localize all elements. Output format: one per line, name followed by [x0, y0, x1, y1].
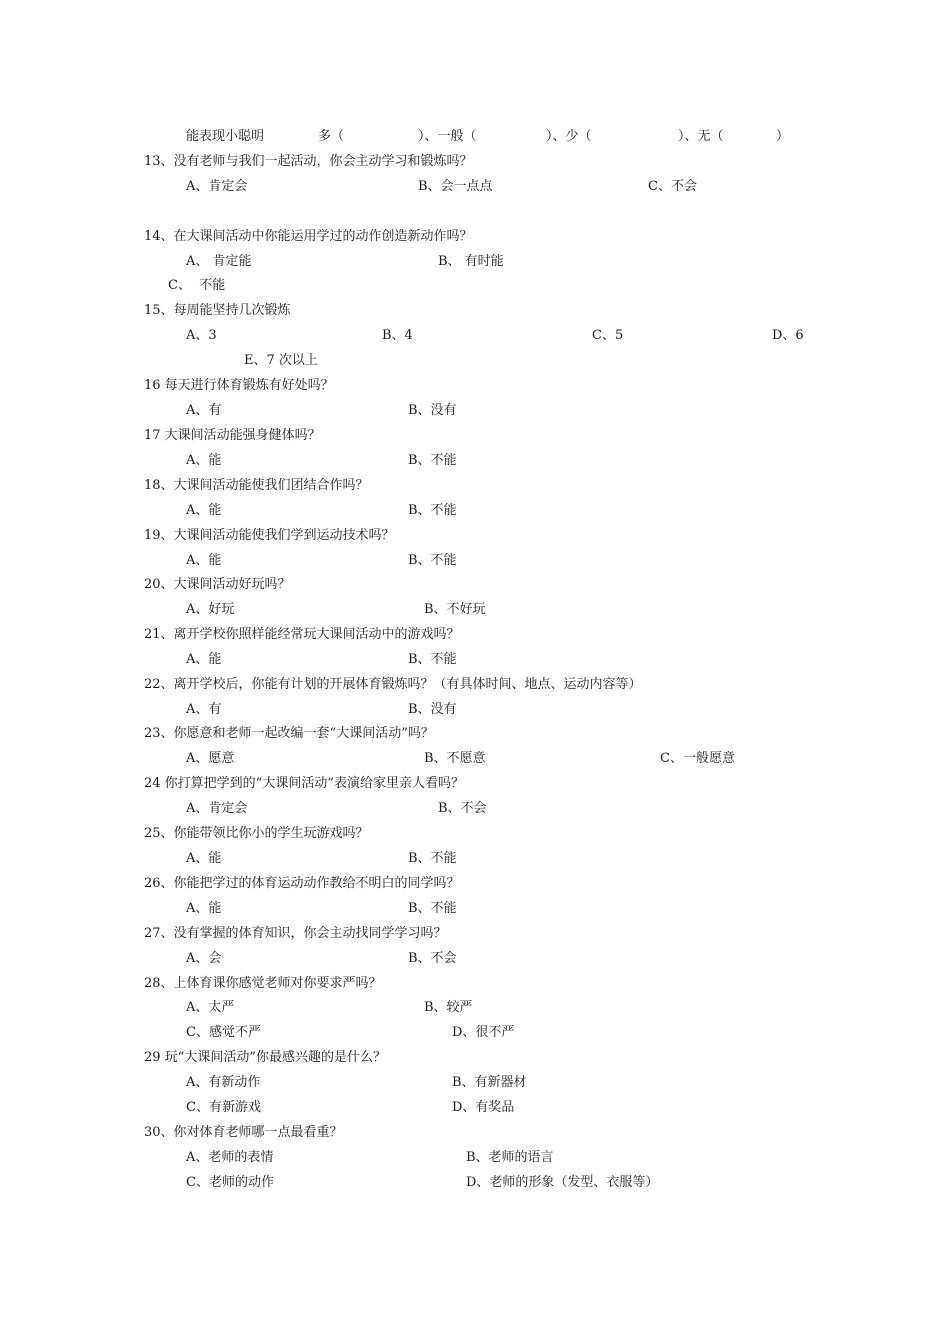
- option-text: A、有: [186, 403, 222, 418]
- option-text: A、会: [186, 951, 222, 966]
- question-line: [0, 152, 950, 172]
- answer-options-line: [0, 600, 950, 620]
- option-text: A、老师的表情: [186, 1150, 274, 1165]
- option-text: B、老师的语言: [466, 1150, 554, 1165]
- question-text: 17 大课间活动能强身健体吗？: [144, 428, 321, 443]
- option-text: C、不会: [648, 179, 697, 194]
- question-line: [0, 774, 950, 794]
- option-text: B、不能: [408, 553, 457, 568]
- option-text: A、肯定会: [186, 179, 248, 194]
- answer-options-line: [0, 351, 950, 371]
- question-line: [0, 874, 950, 894]
- option-text: B、没有: [408, 403, 457, 418]
- question-line: [0, 476, 950, 496]
- question-text: 15、每周能坚持几次锻炼: [144, 303, 291, 318]
- question-text: 20、大课间活动好玩吗？: [144, 577, 291, 592]
- answer-options-line: [0, 127, 950, 147]
- question-text: 28、上体育课你感觉老师对你要求严吗？: [144, 976, 382, 991]
- option-text: B、不能: [408, 851, 457, 866]
- answer-options-line: [0, 451, 950, 471]
- option-text: A、能: [186, 503, 222, 518]
- option-text: ）、一般（: [418, 129, 477, 144]
- option-text: B、不能: [408, 453, 457, 468]
- question-line: [0, 824, 950, 844]
- option-text: A、肯定会: [186, 801, 248, 816]
- question-line: [0, 301, 950, 321]
- option-text: D、很不严: [452, 1025, 515, 1040]
- option-text: A、能: [186, 901, 222, 916]
- option-text: B、会一点点: [418, 179, 493, 194]
- question-line: [0, 724, 950, 744]
- option-text: B、不好玩: [424, 602, 486, 617]
- answer-options-line: [0, 749, 950, 769]
- answer-options-line: [0, 650, 950, 670]
- answer-options-line: [0, 1073, 950, 1093]
- question-line: [0, 1048, 950, 1068]
- option-text: C、有新游戏: [186, 1100, 261, 1115]
- answer-options-line: [0, 799, 950, 819]
- answer-options-line: [0, 899, 950, 919]
- answer-options-line: [0, 501, 950, 521]
- option-text: A、能: [186, 453, 222, 468]
- option-text: B、不能: [408, 901, 457, 916]
- answer-options-line: [0, 326, 950, 346]
- option-text: A、能: [186, 553, 222, 568]
- option-text: C、 不能: [168, 278, 226, 293]
- answer-options-line: [0, 551, 950, 571]
- question-text: 27、没有掌握的体育知识，你会主动找同学学习吗？: [144, 926, 447, 941]
- option-text: B、较严: [424, 1000, 473, 1015]
- option-text: C、一般愿意: [660, 751, 735, 766]
- question-text: 26、你能把学过的体育运动动作教给不明白的同学吗？: [144, 876, 460, 891]
- question-text: 13、没有老师与我们一起活动，你会主动学习和锻炼吗？: [144, 154, 473, 169]
- option-text: B、不愿意: [424, 751, 486, 766]
- answer-options-line: [0, 949, 950, 969]
- option-text: ）: [776, 129, 790, 144]
- question-line: [0, 426, 950, 446]
- answer-options-line: [0, 700, 950, 720]
- option-text: A、能: [186, 652, 222, 667]
- option-text: B、 有时能: [438, 254, 504, 269]
- question-line: [0, 526, 950, 546]
- question-line: [0, 924, 950, 944]
- answer-options-line: [0, 1098, 950, 1118]
- option-text: D、有奖品: [452, 1100, 515, 1115]
- option-text: A、好玩: [186, 602, 235, 617]
- option-text: C、老师的动作: [186, 1175, 274, 1190]
- answer-options-line: [0, 1173, 950, 1193]
- option-text: ）、少（: [546, 129, 592, 144]
- answer-options-line: [0, 1023, 950, 1043]
- question-line: [0, 227, 950, 247]
- question-line: [0, 1123, 950, 1143]
- option-text: B、4: [382, 328, 413, 343]
- answer-options-line: [0, 177, 950, 197]
- question-line: [0, 675, 950, 695]
- option-text: A、愿意: [186, 751, 235, 766]
- option-text: B、不能: [408, 652, 457, 667]
- option-text: C、5: [592, 328, 624, 343]
- option-text: B、不能: [408, 503, 457, 518]
- question-line: [0, 974, 950, 994]
- question-text: 18、大课间活动能使我们团结合作吗？: [144, 478, 369, 493]
- answer-options-line: [0, 276, 950, 296]
- question-text: 16 每天进行体育锻炼有好处吗？: [144, 378, 334, 393]
- question-text: 19、大课间活动能使我们学到运动技术吗？: [144, 528, 395, 543]
- option-text: A、有: [186, 702, 222, 717]
- question-text: 29 玩“大课间活动”你最感兴趣的是什么？: [144, 1050, 386, 1065]
- option-text: A、有新动作: [186, 1075, 261, 1090]
- question-text: 21、离开学校你照样能经常玩大课间活动中的游戏吗？: [144, 627, 460, 642]
- option-text: ）、无（: [678, 129, 724, 144]
- answer-options-line: [0, 849, 950, 869]
- option-text: E、7 次以上: [244, 353, 318, 368]
- option-text: B、没有: [408, 702, 457, 717]
- option-text: 能表现小聪明: [186, 129, 265, 144]
- option-text: B、不会: [438, 801, 487, 816]
- question-line: [0, 625, 950, 645]
- option-text: 多（: [318, 129, 345, 144]
- question-line: [0, 376, 950, 396]
- option-text: C、感觉不严: [186, 1025, 261, 1040]
- option-text: A、太严: [186, 1000, 235, 1015]
- question-text: 24 你打算把学到的“大课间活动”表演给家里亲人看吗？: [144, 776, 464, 791]
- question-text: 23、你愿意和老师一起改编一套“大课间活动”吗？: [144, 726, 434, 741]
- option-text: D、6: [772, 328, 804, 343]
- question-line: [0, 575, 950, 595]
- question-text: 14、在大课间活动中你能运用学过的动作创造新动作吗？: [144, 229, 473, 244]
- question-text: 22、离开学校后，你能有计划的开展体育锻炼吗？（有具体时间、地点、运动内容等）: [144, 677, 642, 692]
- option-text: B、有新器材: [452, 1075, 527, 1090]
- option-text: D、老师的形象（发型、衣服等）: [466, 1175, 659, 1190]
- option-text: A、 肯定能: [186, 254, 252, 269]
- answer-options-line: [0, 998, 950, 1018]
- option-text: B、不会: [408, 951, 457, 966]
- answer-options-line: [0, 1148, 950, 1168]
- option-text: A、3: [186, 328, 217, 343]
- answer-options-line: [0, 252, 950, 272]
- question-text: 30、你对体育老师哪一点最看重？: [144, 1125, 343, 1140]
- question-text: 25、你能带领比你小的学生玩游戏吗？: [144, 826, 369, 841]
- answer-options-line: [0, 401, 950, 421]
- option-text: A、能: [186, 851, 222, 866]
